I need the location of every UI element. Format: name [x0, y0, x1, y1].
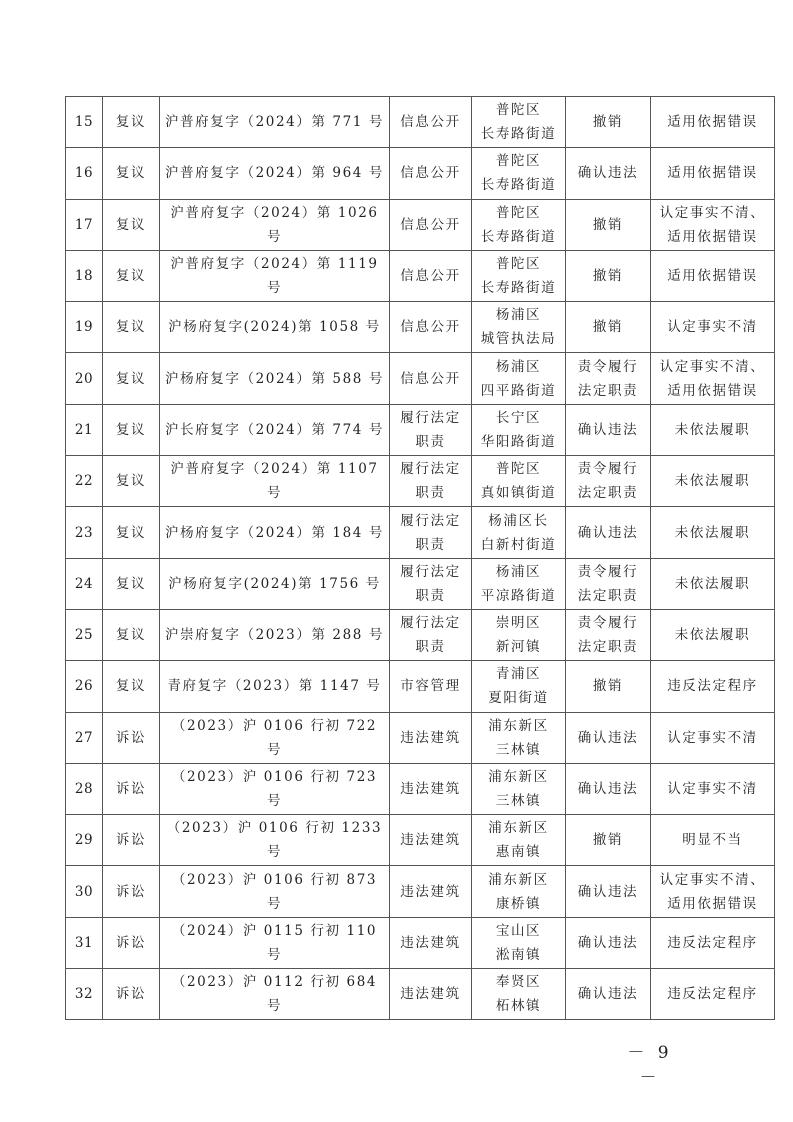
cell-number: 21	[66, 404, 103, 455]
cell-category-line: 信息公开	[400, 319, 461, 336]
cell-respondent-line: 杨浦区	[495, 563, 542, 580]
cell-respondent	[472, 558, 566, 609]
page-number: － 9 －	[627, 1043, 673, 1088]
table-row	[66, 558, 775, 609]
cell-reason	[651, 866, 775, 917]
cell-reason	[651, 250, 775, 301]
cell-respondent-line: 普陀区	[495, 256, 542, 273]
cell-reason	[651, 404, 775, 455]
cell-case-number: （2024）沪 0115 行初 110 号	[160, 917, 390, 968]
table-row	[66, 97, 775, 148]
cell-result	[566, 97, 651, 148]
cell-result-line: 确认违法	[577, 781, 639, 797]
cell-result-line: 确认违法	[577, 934, 639, 951]
cell-respondent-line: 夏阳街道	[488, 690, 549, 707]
cell-category-line: 违法建筑	[400, 729, 461, 746]
cell-reason	[651, 815, 775, 866]
cell-category-line: 职责	[415, 587, 446, 604]
cell-result-line: 确认违法	[577, 883, 639, 900]
cell-respondent-line: 平凉路街道	[480, 587, 557, 604]
cell-case-number: （2023）沪 0112 行初 684 号	[160, 969, 390, 1020]
cell-result	[566, 558, 651, 609]
cell-respondent-line: 三林镇	[495, 793, 542, 809]
cell-result-line: 撤销	[592, 114, 624, 131]
cell-result-line: 责令履行	[577, 563, 639, 580]
cell-respondent-line: 三林镇	[495, 741, 542, 758]
cell-category-line: 违法建筑	[400, 781, 461, 797]
cell-respondent-line: 长寿路街道	[480, 126, 557, 143]
cell-result-line: 法定职责	[577, 382, 639, 399]
cell-reason	[651, 353, 775, 404]
cell-category	[390, 661, 472, 712]
cell-respondent-line: 浦东新区	[488, 871, 549, 888]
cell-case-type: 复议	[103, 199, 160, 250]
cell-number: 19	[66, 302, 103, 353]
table-row	[66, 302, 775, 353]
cell-respondent-line: 四平路街道	[480, 382, 557, 399]
cell-category-line: 履行法定	[400, 563, 461, 580]
cell-category	[390, 302, 472, 353]
cell-number: 23	[66, 507, 103, 558]
cell-result-line: 确认违法	[577, 986, 639, 1003]
cell-category	[390, 969, 472, 1020]
cell-category	[390, 250, 472, 301]
cell-reason-line: 认定事实不清、	[659, 204, 766, 221]
cell-reason-line: 认定事实不清、	[659, 358, 766, 375]
cell-reason	[651, 456, 775, 507]
cell-respondent	[472, 302, 566, 353]
cell-category-line: 职责	[415, 433, 446, 450]
cell-respondent	[472, 199, 566, 250]
cell-category-line: 信息公开	[400, 165, 461, 182]
cell-result	[566, 712, 651, 763]
cell-category-line: 信息公开	[400, 268, 461, 285]
cell-respondent-line: 惠南镇	[495, 844, 542, 861]
cell-case-type: 诉讼	[103, 763, 160, 814]
cell-result	[566, 199, 651, 250]
cell-result-line: 确认违法	[577, 421, 639, 438]
cell-result	[566, 404, 651, 455]
table-row	[66, 661, 775, 712]
cell-case-number: （2023）沪 0106 行初 723 号	[160, 763, 390, 814]
cell-category-line: 履行法定	[400, 409, 461, 426]
cell-number: 27	[66, 712, 103, 763]
cell-result-line: 撤销	[592, 678, 624, 695]
cell-case-type: 复议	[103, 353, 160, 404]
cell-reason-line: 违反法定程序	[667, 934, 758, 951]
cell-case-number: 青府复字（2023）第 1147 号	[160, 661, 390, 712]
cell-category-line: 违法建筑	[400, 986, 461, 1003]
cell-reason-line: 违反法定程序	[667, 678, 758, 695]
cell-category-line: 信息公开	[400, 114, 461, 131]
cell-number: 17	[66, 199, 103, 250]
cell-reason-line: 认定事实不清、	[659, 871, 766, 888]
cell-category	[390, 609, 472, 660]
cell-respondent	[472, 866, 566, 917]
cell-category	[390, 148, 472, 199]
cell-respondent-line: 普陀区	[495, 204, 542, 221]
cell-category-line: 违法建筑	[400, 883, 461, 900]
cell-case-type: 诉讼	[103, 815, 160, 866]
cell-reason-line: 未依法履职	[674, 627, 751, 644]
cell-number: 26	[66, 661, 103, 712]
cell-case-type: 复议	[103, 507, 160, 558]
cell-case-type: 复议	[103, 302, 160, 353]
cell-respondent	[472, 456, 566, 507]
table-row	[66, 507, 775, 558]
cell-result	[566, 917, 651, 968]
cell-reason	[651, 507, 775, 558]
table-row	[66, 250, 775, 301]
table-row	[66, 148, 775, 199]
cell-reason	[651, 763, 775, 814]
cell-reason-line: 认定事实不清	[667, 319, 758, 336]
cell-reason	[651, 712, 775, 763]
cell-category	[390, 404, 472, 455]
cell-case-number: （2023）沪 0106 行初 722 号	[160, 712, 390, 763]
cell-result	[566, 969, 651, 1020]
cell-result	[566, 763, 651, 814]
cell-case-number: 沪杨府复字(2024)第 1058 号	[160, 302, 390, 353]
cell-case-type: 诉讼	[103, 866, 160, 917]
cell-case-type: 诉讼	[103, 712, 160, 763]
cell-number: 30	[66, 866, 103, 917]
cell-number: 32	[66, 969, 103, 1020]
cell-case-number: 沪崇府复字（2023）第 288 号	[160, 609, 390, 660]
cell-reason-line: 适用依据错误	[667, 228, 758, 245]
cell-respondent	[472, 404, 566, 455]
cell-category	[390, 763, 472, 814]
cell-category	[390, 199, 472, 250]
cell-reason	[651, 917, 775, 968]
table-row	[66, 815, 775, 866]
cell-case-type: 复议	[103, 250, 160, 301]
cell-category	[390, 712, 472, 763]
table-row	[66, 969, 775, 1020]
cell-case-type: 复议	[103, 456, 160, 507]
cell-category	[390, 456, 472, 507]
cell-reason	[651, 97, 775, 148]
cell-reason-line: 未依法履职	[674, 524, 751, 541]
table-row	[66, 353, 775, 404]
cell-category	[390, 97, 472, 148]
cell-respondent	[472, 917, 566, 968]
cell-reason-line: 适用依据错误	[667, 382, 758, 399]
table-row	[66, 763, 775, 814]
table-row	[66, 917, 775, 968]
cell-category-line: 职责	[415, 536, 446, 553]
cell-respondent	[472, 661, 566, 712]
cell-number: 22	[66, 456, 103, 507]
cell-respondent-line: 长寿路街道	[480, 228, 557, 245]
cell-respondent	[472, 815, 566, 866]
cell-respondent-line: 崇明区	[495, 615, 542, 632]
cell-respondent-line: 普陀区	[495, 153, 542, 170]
cell-result-line: 责令履行	[577, 358, 639, 375]
cell-result-line: 责令履行	[577, 461, 639, 478]
cell-case-number: 沪普府复字（2024）第 1119 号	[160, 250, 390, 301]
cell-case-type: 诉讼	[103, 969, 160, 1020]
cell-result	[566, 661, 651, 712]
cell-number: 29	[66, 815, 103, 866]
cell-result-line: 撤销	[592, 268, 624, 285]
cell-case-type: 诉讼	[103, 917, 160, 968]
cell-number: 31	[66, 917, 103, 968]
cell-reason-line: 适用依据错误	[667, 165, 758, 182]
cell-category-line: 履行法定	[400, 615, 461, 632]
cell-case-number: 沪杨府复字（2024）第 588 号	[160, 353, 390, 404]
cell-respondent-line: 长宁区	[495, 409, 542, 426]
cell-number: 18	[66, 250, 103, 301]
cell-result-line: 撤销	[592, 832, 624, 849]
cell-result	[566, 507, 651, 558]
cell-case-number: 沪杨府复字（2024）第 184 号	[160, 507, 390, 558]
cell-result	[566, 609, 651, 660]
cell-result	[566, 866, 651, 917]
cell-reason-line: 未依法履职	[674, 421, 751, 438]
cell-reason-line: 未依法履职	[674, 575, 751, 592]
cell-respondent-line: 柘林镇	[495, 998, 542, 1015]
cell-respondent-line: 浦东新区	[488, 820, 549, 837]
cell-respondent-line: 杨浦区长	[488, 512, 549, 529]
cell-respondent-line: 普陀区	[495, 102, 542, 119]
cell-respondent	[472, 969, 566, 1020]
cell-respondent-line: 华阳路街道	[480, 433, 557, 450]
cell-case-number: 沪普府复字（2024）第 1026 号	[160, 199, 390, 250]
cell-reason	[651, 199, 775, 250]
cell-category-line: 市容管理	[400, 678, 461, 695]
cell-case-type: 复议	[103, 661, 160, 712]
cell-reason-line: 认定事实不清	[667, 781, 758, 797]
cell-category	[390, 815, 472, 866]
cell-category-line: 信息公开	[400, 216, 461, 233]
cell-reason	[651, 969, 775, 1020]
cell-case-number: 沪杨府复字(2024)第 1756 号	[160, 558, 390, 609]
cell-respondent	[472, 712, 566, 763]
cell-reason-line: 认定事实不清	[667, 729, 758, 746]
cell-category	[390, 917, 472, 968]
table-row	[66, 404, 775, 455]
cell-respondent-line: 长寿路街道	[480, 177, 557, 194]
cell-respondent	[472, 763, 566, 814]
cell-respondent-line: 普陀区	[495, 461, 542, 478]
cell-respondent-line: 长寿路街道	[480, 280, 557, 297]
cell-respondent-line: 杨浦区	[495, 358, 542, 375]
cell-respondent-line: 淞南镇	[495, 946, 542, 963]
cell-case-number: 沪普府复字（2024）第 1107 号	[160, 456, 390, 507]
cell-respondent	[472, 97, 566, 148]
cell-result-line: 确认违法	[577, 524, 639, 541]
cell-category-line: 职责	[415, 639, 446, 656]
cell-number: 28	[66, 763, 103, 814]
cell-case-type: 复议	[103, 609, 160, 660]
cell-category-line: 履行法定	[400, 461, 461, 478]
cell-result	[566, 148, 651, 199]
cell-respondent-line: 宝山区	[495, 922, 542, 939]
cell-result-line: 责令履行	[577, 615, 639, 632]
cell-result-line: 法定职责	[577, 639, 639, 656]
cell-result	[566, 353, 651, 404]
cell-result	[566, 456, 651, 507]
cell-reason	[651, 661, 775, 712]
cell-category-line: 履行法定	[400, 512, 461, 529]
cell-reason-line: 未依法履职	[674, 473, 751, 490]
cell-reason	[651, 302, 775, 353]
cell-respondent	[472, 353, 566, 404]
cell-case-type: 复议	[103, 97, 160, 148]
cell-respondent-line: 奉贤区	[495, 974, 542, 991]
cell-result-line: 确认违法	[577, 729, 639, 746]
cell-reason-line: 违反法定程序	[667, 986, 758, 1003]
cell-case-number: 沪普府复字（2024）第 964 号	[160, 148, 390, 199]
table-row	[66, 609, 775, 660]
cell-respondent-line: 青浦区	[495, 666, 542, 683]
cell-respondent-line: 城管执法局	[480, 331, 557, 348]
cell-reason-line: 适用依据错误	[667, 895, 758, 912]
cell-case-number: （2023）沪 0106 行初 1233 号	[160, 815, 390, 866]
cell-respondent-line: 浦东新区	[488, 769, 549, 785]
cell-result	[566, 815, 651, 866]
cell-category	[390, 353, 472, 404]
case-table-body	[66, 97, 775, 1020]
cell-respondent-line: 康桥镇	[495, 895, 542, 912]
cell-case-number: （2023）沪 0106 行初 873 号	[160, 866, 390, 917]
cell-category-line: 违法建筑	[400, 934, 461, 951]
cell-category-line: 违法建筑	[400, 832, 461, 849]
cell-number: 15	[66, 97, 103, 148]
cell-category-line: 职责	[415, 485, 446, 502]
cell-result-line: 法定职责	[577, 587, 639, 604]
table-row	[66, 712, 775, 763]
cell-reason-line: 适用依据错误	[667, 114, 758, 131]
cell-respondent-line: 新河镇	[495, 639, 542, 656]
cell-case-type: 复议	[103, 404, 160, 455]
cell-number: 24	[66, 558, 103, 609]
cell-result-line: 法定职责	[577, 485, 639, 502]
cell-respondent	[472, 609, 566, 660]
cell-respondent-line: 杨浦区	[495, 307, 542, 324]
cell-result	[566, 250, 651, 301]
cell-case-type: 复议	[103, 148, 160, 199]
table-row	[66, 456, 775, 507]
cell-reason	[651, 558, 775, 609]
cell-respondent-line: 白新村街道	[480, 536, 557, 553]
table-row	[66, 199, 775, 250]
cell-respondent	[472, 250, 566, 301]
cell-respondent	[472, 507, 566, 558]
cell-category	[390, 558, 472, 609]
cell-result-line: 撤销	[592, 216, 624, 233]
cell-number: 16	[66, 148, 103, 199]
cell-respondent	[472, 148, 566, 199]
cell-respondent-line: 真如镇街道	[480, 485, 557, 502]
cell-number: 25	[66, 609, 103, 660]
cell-reason-line: 适用依据错误	[667, 268, 758, 285]
cell-category-line: 信息公开	[400, 370, 461, 387]
case-table	[65, 96, 775, 1020]
cell-case-type: 复议	[103, 558, 160, 609]
cell-result-line: 撤销	[592, 319, 624, 336]
cell-reason-line: 明显不当	[682, 832, 743, 849]
cell-category	[390, 507, 472, 558]
cell-category	[390, 866, 472, 917]
cell-result	[566, 302, 651, 353]
table-row	[66, 866, 775, 917]
cell-reason	[651, 148, 775, 199]
cell-respondent-line: 浦东新区	[488, 717, 549, 734]
cell-result-line: 确认违法	[577, 165, 639, 182]
cell-case-number: 沪普府复字（2024）第 771 号	[160, 97, 390, 148]
cell-number: 20	[66, 353, 103, 404]
cell-case-number: 沪长府复字（2024）第 774 号	[160, 404, 390, 455]
cell-reason	[651, 609, 775, 660]
